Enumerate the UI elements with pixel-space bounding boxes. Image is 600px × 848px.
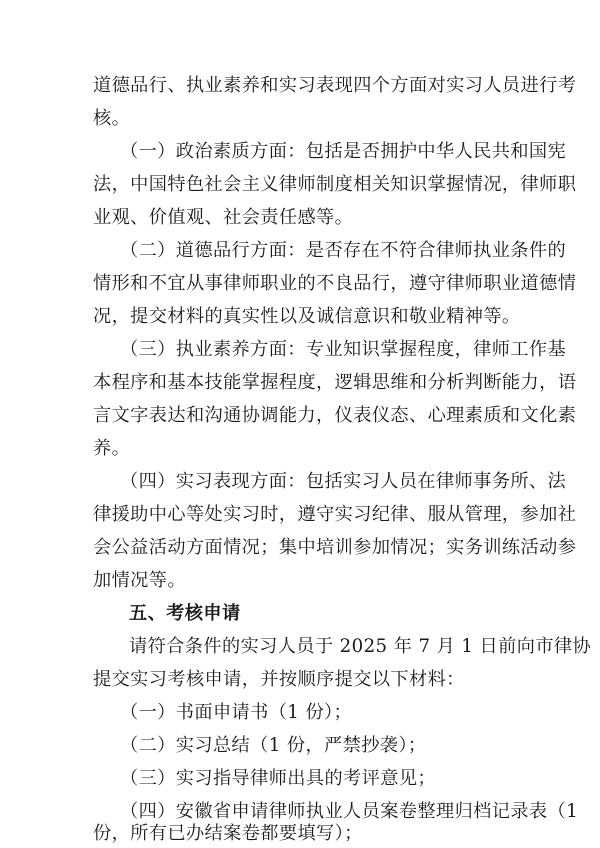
- text-line: [0, 105, 600, 133]
- text-line-content: 律援助中心等处实习时，遵守实习纪律、服从管理，参加社: [93, 504, 577, 525]
- text-line: [0, 534, 600, 562]
- text-line: [0, 633, 600, 661]
- list-item-text: （三）实习指导律师出具的考评意见；: [120, 768, 436, 789]
- list-item-text: （四）安徽省申请律师执业人员案卷整理归档记录表（1: [120, 801, 579, 822]
- text-line-content: 核。: [93, 108, 131, 129]
- text-line: [0, 171, 600, 199]
- text-line: [0, 435, 600, 463]
- text-line-content: （三）执业素养方面：专业知识掌握程度，律师工作基: [120, 339, 567, 360]
- text-line-content: （四）实习表现方面：包括实习人员在律师事务所、法: [120, 471, 567, 492]
- text-line-content: 况，提交材料的真实性以及诚信意识和敬业精神等。: [93, 306, 521, 327]
- text-line-content: 请符合条件的实习人员于 2025 年 7 月 1 日前向市律协: [129, 636, 592, 657]
- text-line-content: 本程序和基本技能掌握程度，逻辑思维和分析判断能力，语: [93, 372, 577, 393]
- text-line: [0, 138, 600, 166]
- list-item: [0, 699, 600, 727]
- text-line-content: 法，中国特色社会主义律师制度相关知识掌握情况，律师职: [93, 174, 577, 195]
- text-line: [0, 237, 600, 265]
- text-line: [0, 501, 600, 529]
- text-line: [0, 72, 600, 100]
- text-line-content: 会公益活动方面情况；集中培训参加情况；实务训练活动参: [93, 537, 577, 558]
- text-line-content: 加情况等。: [93, 570, 186, 591]
- section-heading-text: 五、考核申请: [129, 603, 241, 624]
- text-line: [0, 369, 600, 397]
- list-item-text: （二）实习总结（1 份，严禁抄袭）；: [120, 735, 427, 756]
- list-item-text: 份，所有已办结案卷都要填写）；: [93, 823, 363, 844]
- text-line-content: （一）政治素质方面：包括是否拥护中华人民共和国宪: [120, 141, 567, 162]
- text-line-content: 言文字表达和沟通协调能力，仪表仪态、心理素质和文化素: [93, 405, 577, 426]
- text-line-content: （二）道德品行方面：是否存在不符合律师执业条件的: [120, 240, 567, 261]
- text-line: [0, 567, 600, 595]
- section-heading: [0, 600, 600, 628]
- text-line-content: 养。: [93, 438, 131, 459]
- text-line: [0, 336, 600, 364]
- list-item-continuation: [0, 820, 600, 848]
- list-item: [0, 732, 600, 760]
- list-item-text: （一）书面申请书（1 份）；: [120, 702, 353, 723]
- text-line: [0, 402, 600, 430]
- text-line: [0, 666, 600, 694]
- text-line: [0, 270, 600, 298]
- text-line-content: 情形和不宜从事律师职业的不良品行，遵守律师职业道德情: [93, 273, 577, 294]
- text-line-content: 业观、价值观、社会责任感等。: [93, 207, 354, 228]
- list-item: [0, 765, 600, 793]
- text-line-content: 提交实习考核申请，并按顺序提交以下材料：: [93, 669, 465, 690]
- text-line: [0, 303, 600, 331]
- text-line: [0, 468, 600, 496]
- text-line: [0, 204, 600, 232]
- text-line-content: 道德品行、执业素养和实习表现四个方面对实习人员进行考: [93, 75, 577, 96]
